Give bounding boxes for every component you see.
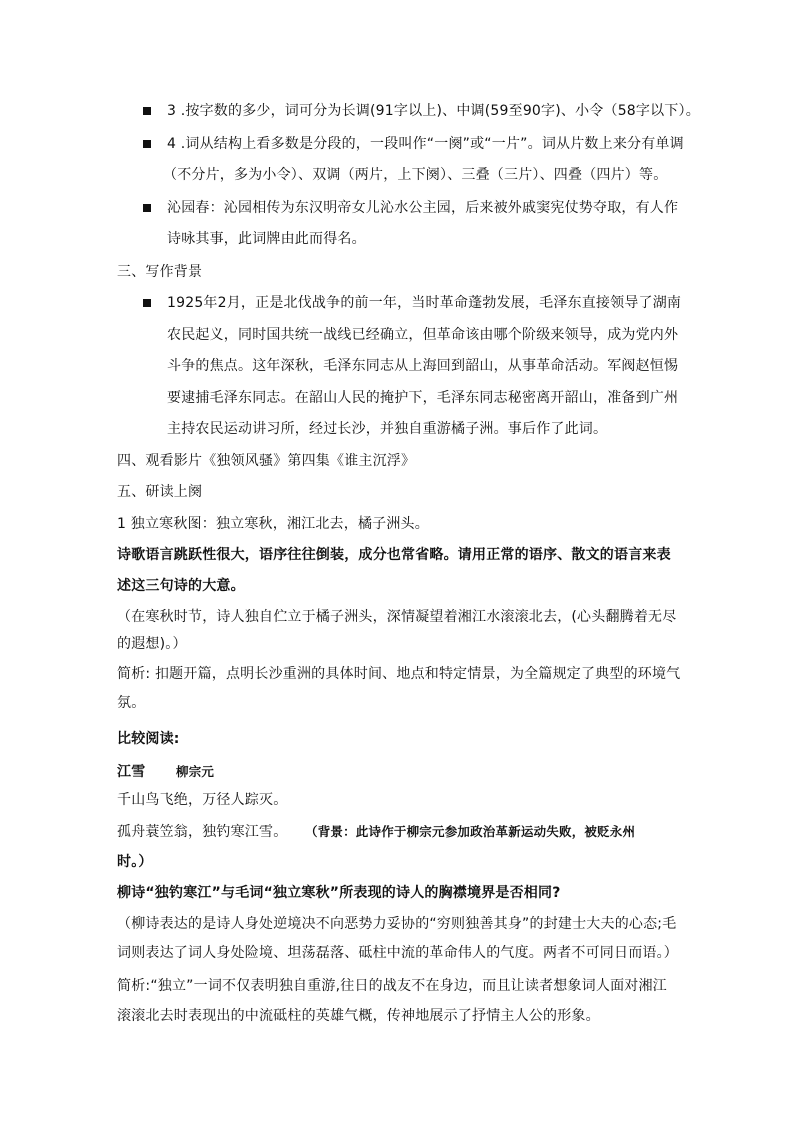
compare-heading: 比较阅读: xyxy=(117,731,180,747)
section-3-line-1: 1925年2月，正是北伐战争的前一年，当时革命蓬勃发展，毛泽东直接领导了湖南 xyxy=(167,295,682,311)
analysis-1-line-1: 简析: 扣题开篇，点明长沙重洲的具体时间、地点和特定情景，为全篇规定了典型的环境气 xyxy=(117,666,681,682)
question-2: 柳诗“独钓寒江”与毛词“独立寒秋”所表现的诗人的胸襟境界是否相同? xyxy=(117,885,561,901)
item-qinyuanchun-line-2: 诗咏其事，此词牌由此而得名。 xyxy=(167,231,366,247)
item-3-line-1: 3 .按字数的多少，词可分为长调(91字以上)、中调(59至90字)、小令（58字以下）。 xyxy=(167,103,700,119)
poem-line-1: 千山鸟飞绝，万径人踪灭。 xyxy=(117,792,288,808)
section-3-line-4: 要逮捕毛泽东同志。在韶山人民的掩护下，毛泽东同志秘密离开韶山，准备到广州 xyxy=(167,390,679,406)
poem-background-note: （背景：此诗作于柳宗元参加政治革新运动失败，被贬永州 xyxy=(305,824,636,839)
section-3-line-2: 农民起义，同时国共统一战线已经确立，但革命该由哪个阶级来领导，成为党内外 xyxy=(167,327,679,343)
poem-background-note-end: 时。） xyxy=(117,854,153,870)
bullet-icon xyxy=(143,204,151,212)
section-3-heading: 三、写作背景 xyxy=(117,264,203,280)
item-4-line-1: 4 .词从结构上看多数是分段的，一段叫作“一阕”或“一片”。词从片数上来分有单调 xyxy=(167,136,684,152)
answer-1-line-1: （在寒秋时节，诗人独自伫立于橘子洲头，深情凝望着湘江水滚滚北去，(心头翻腾着无尽 xyxy=(117,609,677,625)
question-1-line-2: 述这三句诗的大意。 xyxy=(117,578,245,594)
answer-2-line-2: 词则表达了词人身处险境、坦荡磊落、砥柱中流的革命伟人的气度。两者不可同日而语。） xyxy=(117,945,678,961)
analysis-1-line-2: 氛。 xyxy=(117,695,146,711)
answer-2-line-1: （柳诗表达的是诗人身处逆境决不向恶势力妥协的“穷则独善其身”的封建士大夫的心态;毛 xyxy=(117,916,677,932)
poem-author: 柳宗元 xyxy=(176,764,215,779)
section-3-line-3: 斗争的焦点。这年深秋，毛泽东同志从上海回到韶山，从事革命活动。军阀赵恒惕 xyxy=(167,358,679,374)
bullet-icon xyxy=(143,299,151,307)
item-4-line-2: （不分片，多为小令）、双调（两片，上下阕）、三叠（三片）、四叠（四片）等。 xyxy=(163,167,668,183)
section-5-heading: 五、研读上阕 xyxy=(117,484,203,500)
subsection-1-title: 1 独立寒秋图：独立寒秋，湘江北去，橘子洲头。 xyxy=(117,516,429,532)
poem-title: 江雪 xyxy=(117,764,146,780)
answer-1-line-2: 的遐想)。） xyxy=(117,636,187,652)
bullet-icon xyxy=(143,140,151,148)
item-qinyuanchun-line-1: 沁园春：沁园相传为东汉明帝女儿沁水公主园，后来被外戚窦宪仗势夺取，有人作 xyxy=(167,200,679,216)
analysis-2-line-1: 简析:“独立”一词不仅表明独自重游,往日的战友不在身边，而且让读者想象词人面对湘江 xyxy=(117,978,667,994)
bullet-icon xyxy=(143,107,151,115)
poem-line-2: 孤舟蓑笠翁，独钓寒江雪。 xyxy=(117,824,288,840)
analysis-2-line-2: 滚滚北去时表现出的中流砥柱的英雄气概，传神地展示了抒情主人公的形象。 xyxy=(117,1008,600,1024)
section-4-heading: 四、观看影片《独领风骚》第四集《谁主沉浮》 xyxy=(117,453,416,469)
question-1-line-1: 诗歌语言跳跃性很大，语序往往倒装，成分也常省略。请用正常的语序、散文的语言来表 xyxy=(117,547,671,563)
section-3-line-5: 主持农民运动讲习所，经过长沙，并独自重游橘子洲。事后作了此词。 xyxy=(167,421,608,437)
